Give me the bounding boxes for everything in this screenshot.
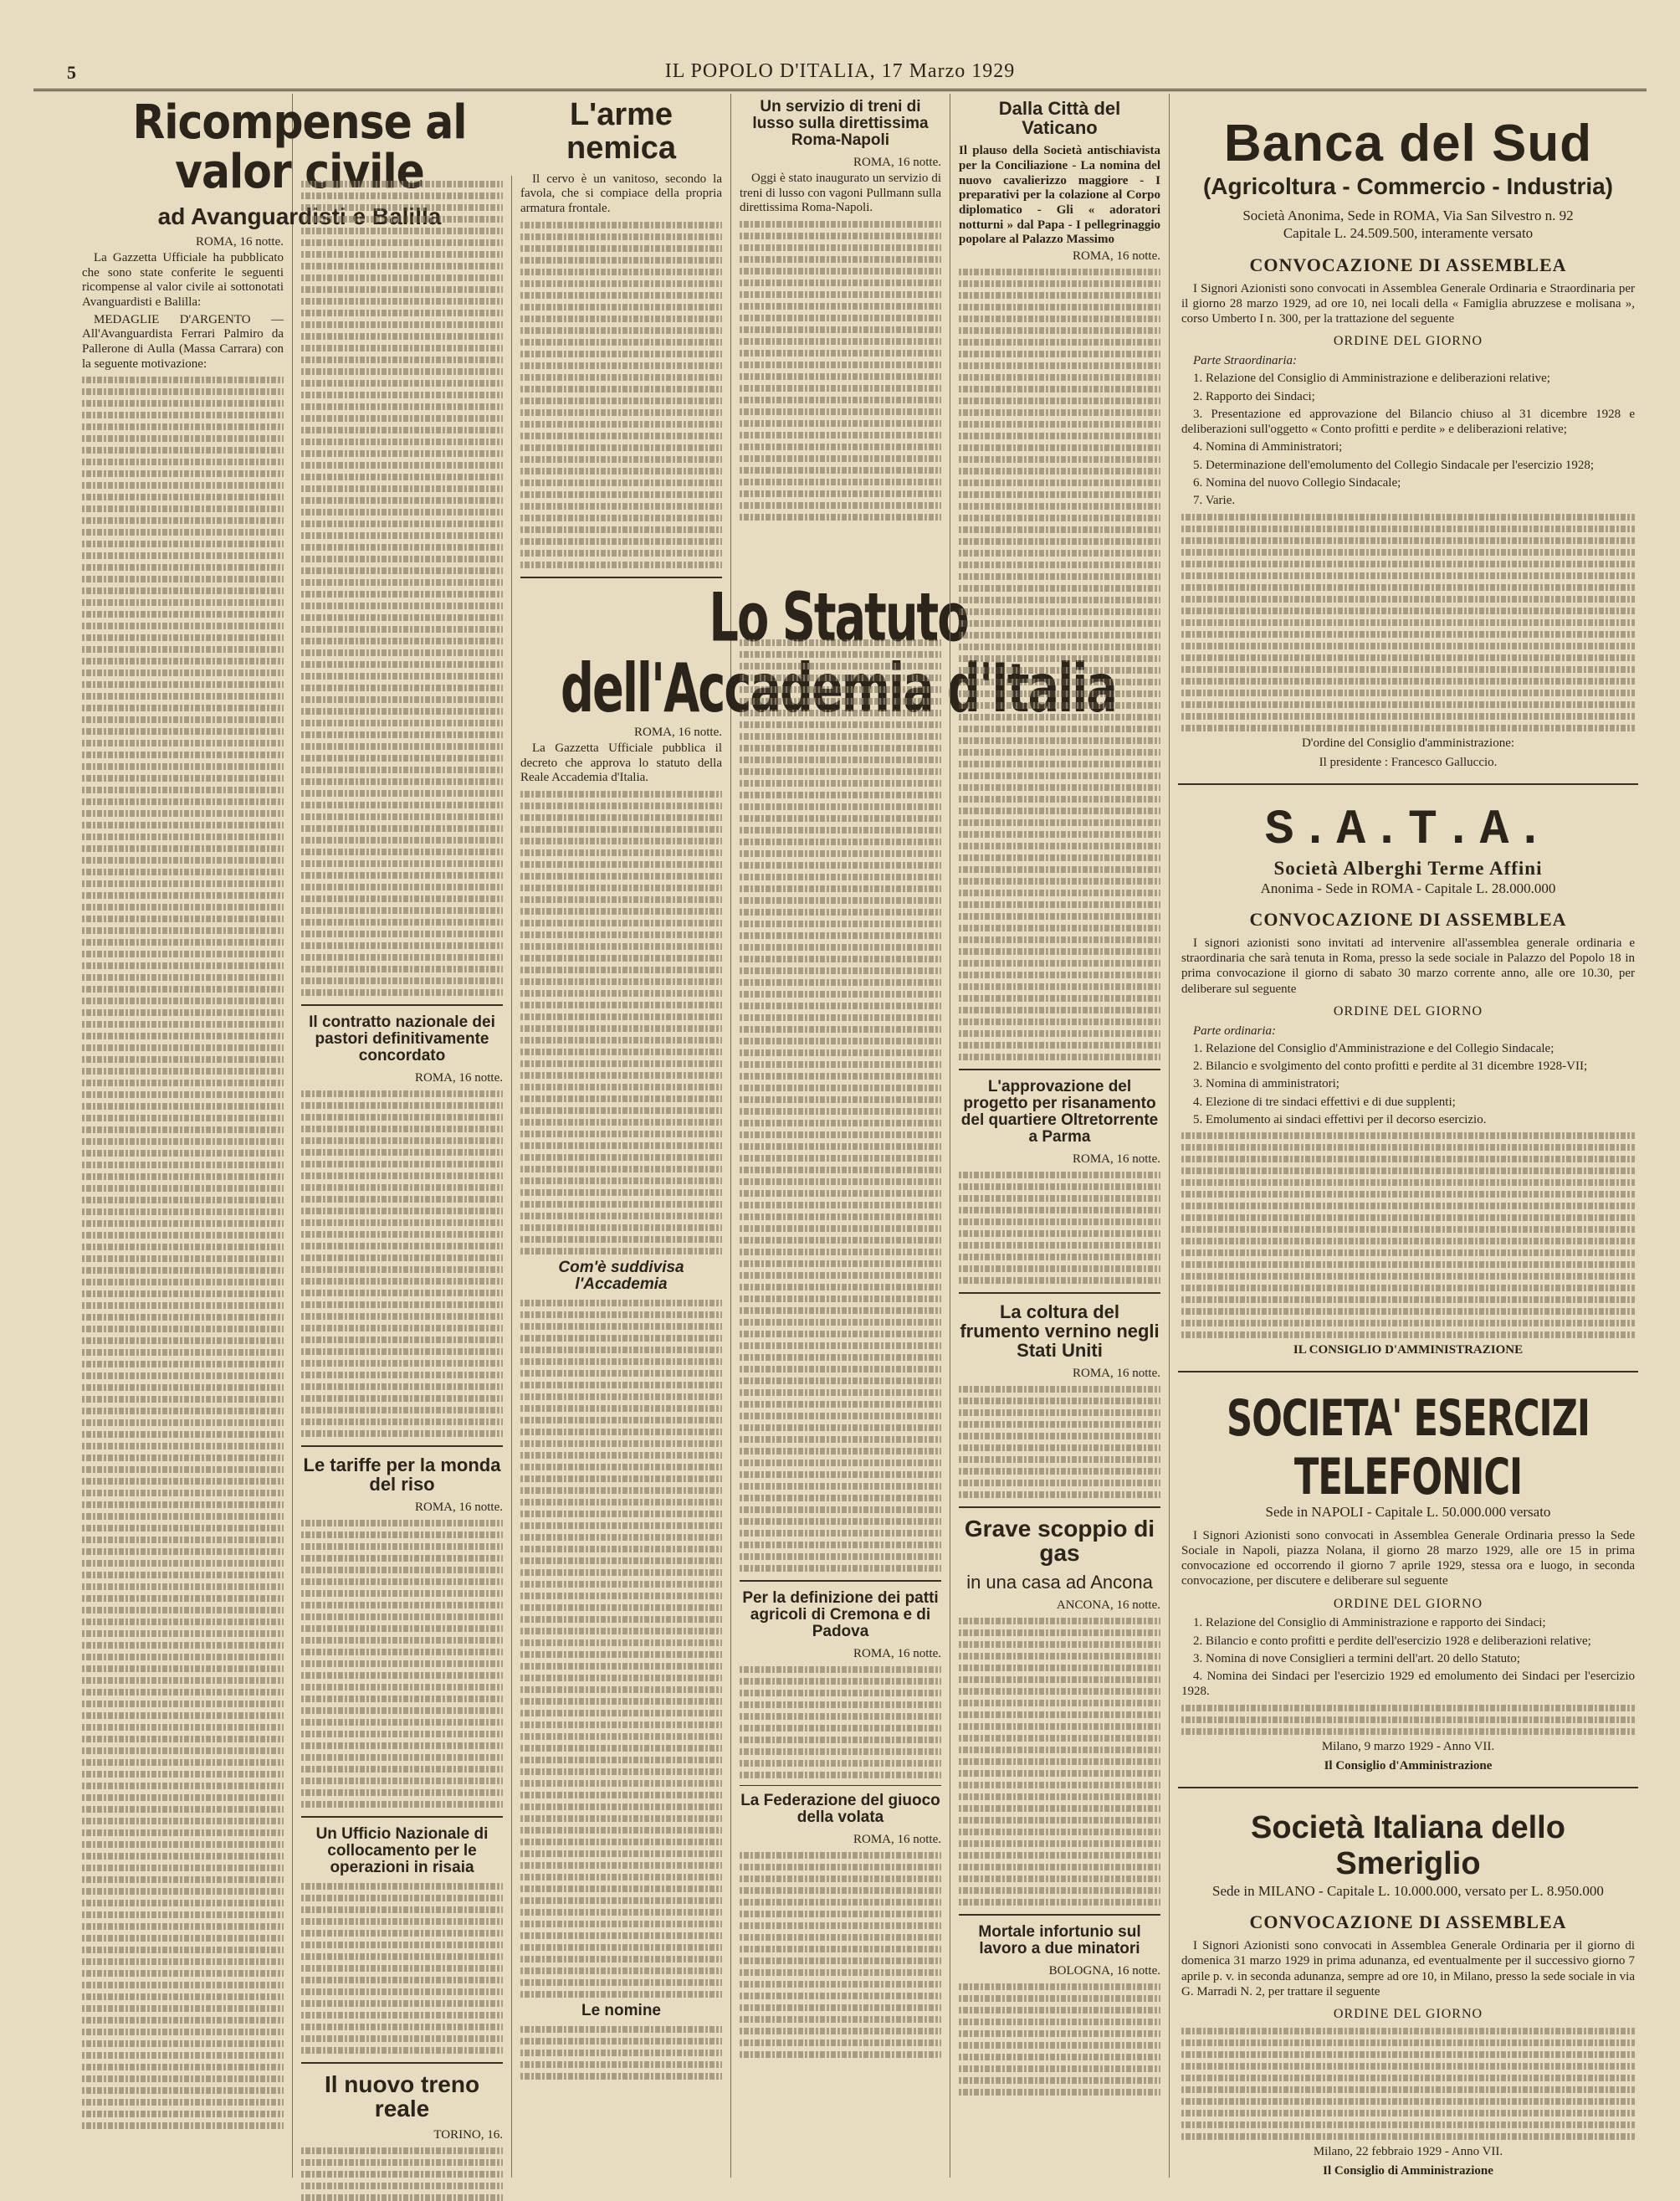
statuto-section-3: Le nomine: [581, 2001, 661, 2019]
scoppio-subheadline: in una casa ad Ancona: [966, 1571, 1153, 1593]
masthead: [33, 55, 1647, 91]
smeriglio-odg: ORDINE DEL GIORNO: [1333, 2007, 1483, 2022]
contratto-headline: Il contratto nazionale dei pastori definitivamente concordato: [309, 1013, 495, 1065]
ads-column: [1170, 94, 1647, 2178]
contratto-dateline: ROMA, 16 notte.: [415, 1070, 503, 1085]
sata-text: I signori azionisti sono invitati ad intervenire all'assemblea generale ordinaria e straordinaria che sarà tenuta in Roma, presso la sede sociale in Palazzo del Popolo 18 in prima convocazione il giorno di sabato 30 marzo corrente anno, alle ore 10.30, per deliberare sul seguente ORDINE DEL GIORNO Parte ordinaria: 1. Relazione del Consiglio d'Amministrazione e del Collegio Sindacale; 2. Bilancio e svolgimento del conto profitti e perdite al 31 dicembre 1928-VII; 3. Nomina di amministratori; 4. Elezione di tre sindaci effettivi e di due supplenti; 5. Emolumento ai sindaci effettivi per il decorso esercizio.: [1181, 936, 1635, 1127]
scoppio-text-block: [959, 1618, 1160, 1906]
ricompense-text-block: [82, 377, 284, 2129]
telefonici-ad: [1178, 1381, 1638, 1778]
tariffe-dateline: ROMA, 16 notte.: [415, 1501, 503, 1514]
scoppio-headline: Grave scoppio di gas: [964, 1516, 1155, 1567]
ufficio-headline: Un Ufficio Nazionale di collocamento per le operazioni in risaia: [315, 1825, 489, 1876]
sata-ad: [1178, 793, 1638, 1363]
smeriglio-capital: Sede in MILANO - Capitale L. 10.000.000, versato per L. 8.950.000: [1212, 1882, 1604, 1899]
patti-text-block: [740, 1666, 941, 1778]
banca-text: I Signori Azionisti sono convocati in Assemblea Generale Ordinaria e Straordinaria per il giorno 28 marzo 1929, ad ore 10, nei locali della « Famiglia abruzzese e molisana », corso Umberto I n. 300, per la trattazione del seguente ORDINE DEL GIORNO Parte Straordinaria: 1. Relazione del Consiglio di Amministrazione e deliberazioni relative; 2. Rapporto dei Sindaci; 3. Presentazione ed approvazione del Bilancio chiuso al 31 dicembre 1928 e deliberazioni sull'oggetto « Conto profitti e perdite » e deliberazioni relative; 4. Nomina di Amministratori; 5. Determinazione dell'emolumento del Collegio Sindacale per l'esercizio 1928; 6. Nomina del nuovo Collegio Sindacale; 7. Varie.: [1181, 281, 1635, 508]
treni-text-block: [740, 221, 941, 521]
contratto-text-block: [301, 1090, 503, 1437]
treno-dateline: TORINO, 16.: [433, 2127, 503, 2142]
ricompense-headline: Ricompense al valor civile: [132, 95, 467, 199]
banca-odg: ORDINE DEL GIORNO: [1333, 334, 1483, 349]
telefonici-text: I Signori Azionisti sono convocati in Assemblea Generale Ordinaria presso la Sede Sociale in Napoli, piazza Nolana, il giorno 28 marzo 1929, alle ore 15 in prima convocazione ed occorrendo il giorno 7 aprile 1929, stessa ora e luogo, in seconda convocazione, per discutere e deliberare sul seguente ORDINE DEL GIORNO 1. Relazione del Consiglio di Amministrazione e rapporto dei Sindaci; 2. Bilancio e conto profitti e perdite dell'esercizio 1928 e deliberazioni relative; 3. Nomina di nove Consiglieri a termini dell'art. 20 dello Statuto; 4. Nomina dei Sindaci per l'esercizio 1929 ed emolumento dei Sindaci per l'esercizio 1928.: [1181, 1528, 1635, 1699]
parma-dateline: ROMA, 16 notte.: [1073, 1152, 1160, 1166]
parma-text-block: [959, 1172, 1160, 1284]
ufficio-text-block: [301, 1883, 503, 2054]
arme-headline: L'arme nemica: [566, 97, 676, 166]
banca-convocazione: CONVOCAZIONE DI ASSEMBLEA: [1249, 254, 1567, 275]
volata-dateline: ROMA, 16 notte.: [853, 1832, 941, 1846]
sata-convocazione: CONVOCAZIONE DI ASSEMBLEA: [1249, 908, 1567, 930]
telefonici-date: Milano, 9 marzo 1929 - Anno VII.: [1321, 1739, 1495, 1753]
banca-tagline: (Agricoltura - Commercio - Industria): [1202, 173, 1614, 199]
patti-headline: Per la definizione dei patti agricoli di Cremona e di Padova: [742, 1588, 939, 1640]
newspaper-header: IL POPOLO D'ITALIA, 17 Marzo 1929: [664, 60, 1016, 82]
vaticano-text-block: [959, 269, 1160, 1060]
banca-signature: Il presidente : Francesco Galluccio.: [1319, 755, 1498, 769]
statuto-text-block-2: [520, 1300, 722, 1998]
column-4: [731, 94, 950, 2178]
smeriglio-text: I Signori Azionisti sono convocati in Assemblea Generale Ordinaria per il giorno di domenica 31 marzo 1929 in prima adunanza, ed eventualmente per il successivo giorno 7 aprile p. v. in seconda adunanza, sempre ad ore 10, in Milano, presso la sede sociale in via G. Marradi N. 2, per trattare il seguente ORDINE DEL GIORNO: [1181, 1939, 1635, 2022]
smeriglio-signature: Il Consiglio di Amministrazione: [1323, 2163, 1493, 2178]
telefonici-name: SOCIETA' ESERCIZI TELEFONICI: [1227, 1389, 1590, 1507]
infortunio-headline: Mortale infortunio sul lavoro a due minatori: [978, 1922, 1141, 1957]
statuto-text-block: [520, 791, 722, 1254]
banca-closing: D'ordine del Consiglio d'amministrazione:: [1301, 736, 1515, 750]
infortunio-dateline: BOLOGNA, 16 notte.: [1048, 1963, 1160, 1978]
sata-fullname: Società Alberghi Terme Affini: [1273, 857, 1543, 879]
sata-odg: ORDINE DEL GIORNO: [1333, 1004, 1483, 1019]
ricompense-continued: [301, 181, 503, 996]
telefonici-odg: ORDINE DEL GIORNO: [1333, 1596, 1483, 1611]
banca-name: Banca del Sud: [1223, 115, 1593, 172]
smeriglio-name: Società Italiana dello Smeriglio: [1251, 1809, 1565, 1881]
treno-text-block: [301, 2147, 503, 2201]
scoppio-dateline: ANCONA, 16 notte.: [1056, 1598, 1160, 1612]
parma-headline: L'approvazione del progetto per risanamento del quartiere Oltretorrente a Parma: [960, 1078, 1159, 1146]
banca-address: Società Anonima, Sede in ROMA, Via San Silvestro n. 92: [1242, 208, 1574, 223]
vaticano-lead: Il plauso della Società antischiavista per la Conciliazione - La nomina del nuovo cavalierizzo maggiore - I preparativi per la colazione al Corpo diplomatico - Gli « adoratori notturni » dal Papa - I pellegrinaggio popolare al Palazzo Massimo: [959, 144, 1160, 247]
sata-text-block: [1181, 1132, 1635, 1338]
statuto-column-2: [740, 639, 941, 1572]
statuto-headline: Lo Statuto dell'Accademia d'Italia: [561, 577, 1116, 728]
ricompense-dateline: ROMA, 16 notte.: [196, 234, 284, 249]
treni-body: Oggi è stato inaugurato un servizio di treni di lusso con vagoni Pullmann sulla direttissima Roma-Napoli.: [740, 171, 941, 215]
column-2: [293, 176, 512, 2178]
statuto-body: La Gazzetta Ufficiale pubblica il decreto che approva lo statuto della Reale Accademia d'Italia.: [520, 741, 722, 785]
sata-signature: IL CONSIGLIO D'AMMINISTRAZIONE: [1293, 1343, 1524, 1357]
telefonici-text-block: [1181, 1705, 1635, 1735]
tariffe-text-block: [301, 1520, 503, 1808]
smeriglio-convocazione: CONVOCAZIONE DI ASSEMBLEA: [1249, 1911, 1567, 1932]
smeriglio-text-block: [1181, 2028, 1635, 2140]
arme-text-block: [520, 222, 722, 568]
telefonici-signature: Il Consiglio d'Amministrazione: [1324, 1758, 1493, 1773]
frumento-headline: La coltura del frumento vernino negli Stati Uniti: [960, 1301, 1160, 1361]
statuto-section-1: Com'è suddivisa l'Accademia: [558, 1259, 684, 1294]
arme-body: Il cervo è un vanitoso, secondo la favola, che si compiace della propria armatura frontale.: [520, 172, 722, 216]
banca-capital: Capitale L. 24.509.500, interamente versato: [1283, 225, 1534, 242]
page-number: 5: [67, 62, 76, 83]
column-5: [950, 94, 1170, 2178]
treni-headline: Un servizio di treni di lusso sulla direttissima Roma-Napoli: [752, 98, 929, 149]
banca-text-block: [1181, 514, 1635, 731]
tariffe-headline: Le tariffe per la monda del riso: [303, 1454, 501, 1495]
frumento-dateline: ROMA, 16 notte.: [1073, 1367, 1160, 1381]
smeriglio-ad: [1178, 1797, 1638, 2183]
ricompense-body: La Gazzetta Ufficiale ha pubblicato che sono state conferite le seguenti ricompense al valor civile ai sottonotati Avanguardisti e Balilla: MEDAGLIE D'ARGENTO — All'Avanguardista Ferrari Palmiro da Pallerone di Aulla (Massa Carrara) con la seguente motivazione:: [82, 250, 284, 371]
volata-text-block: [740, 1852, 941, 2058]
infortunio-text-block: [959, 1983, 1160, 2096]
volata-headline: La Federazione del giuoco della volata: [740, 1791, 940, 1826]
frumento-text-block: [959, 1386, 1160, 1498]
vaticano-headline: Dalla Città del Vaticano: [998, 98, 1121, 139]
patti-dateline: ROMA, 16 notte.: [853, 1646, 941, 1660]
sata-name: S.A.T.A.: [1264, 803, 1552, 858]
treni-dateline: ROMA, 16 notte.: [853, 155, 941, 169]
telefonici-capital: Sede in NAPOLI - Capitale L. 50.000.000 versato: [1265, 1504, 1551, 1521]
ricompense-subheadline: ad Avanguardisti e Balilla: [157, 203, 442, 229]
statuto-dateline: ROMA, 16 notte.: [634, 726, 722, 740]
vaticano-dateline: ROMA, 16 notte.: [1073, 249, 1160, 263]
banca-del-sud-ad: [1178, 94, 1638, 775]
sata-capital: Anonima - Sede in ROMA - Capitale L. 28.000.000: [1260, 880, 1556, 896]
smeriglio-date: Milano, 22 febbraio 1929 - Anno VII.: [1313, 2144, 1503, 2158]
treno-headline: Il nuovo treno reale: [324, 2070, 480, 2122]
statuto-text-block-3: [520, 2026, 722, 2080]
